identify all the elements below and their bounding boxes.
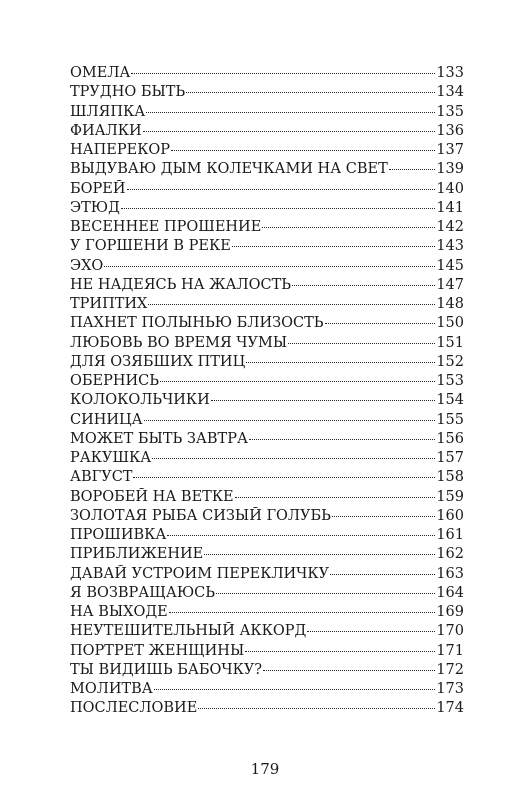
toc-entry-page: 158 — [436, 469, 464, 486]
toc-entry-title: РАКУШКА — [70, 450, 152, 466]
toc-entry — [70, 526, 464, 545]
toc-entry-title: ДЛЯ ОЗЯБШИХ ПТИЦ — [70, 353, 246, 370]
toc-entry — [70, 372, 464, 391]
toc-entry-page: 153 — [436, 373, 464, 389]
toc-entry-page: 145 — [436, 257, 464, 274]
toc-entry — [70, 642, 464, 661]
dot-leader — [152, 458, 435, 459]
toc-entry-page: 142 — [436, 219, 464, 235]
dot-leader — [144, 420, 436, 421]
dot-leader — [262, 227, 435, 228]
dot-leader — [143, 131, 436, 132]
dot-leader — [186, 92, 435, 93]
toc-entry-title: СИНИЦА — [70, 411, 143, 428]
dot-leader — [167, 535, 435, 536]
dot-leader — [292, 285, 435, 286]
toc-entry — [70, 565, 464, 584]
toc-entry-page: 141 — [436, 199, 464, 216]
toc-entry — [70, 103, 464, 122]
toc-entry-title: ПОРТРЕТ ЖЕНЩИНЫ — [70, 642, 245, 659]
dot-leader — [263, 670, 435, 671]
dot-leader — [325, 323, 436, 324]
toc-entry-page: 163 — [436, 565, 464, 582]
dot-leader — [131, 73, 435, 74]
toc-entry-title: НАПЕРЕКОР — [70, 142, 171, 158]
toc-entry — [70, 468, 464, 487]
dot-leader — [216, 593, 435, 594]
toc-entry-page: 164 — [436, 584, 464, 601]
toc-entry-page: 139 — [436, 161, 464, 178]
toc-entry-page: 173 — [436, 681, 464, 697]
toc-entry-page: 170 — [436, 623, 464, 640]
toc-entry-title: ПАХНЕТ ПОЛЫНЬЮ БЛИЗОСТЬ — [70, 315, 324, 332]
dot-leader — [169, 612, 436, 613]
toc-entry-page: 140 — [436, 180, 464, 197]
toc-entry-page: 148 — [436, 296, 464, 312]
dot-leader — [154, 689, 436, 690]
toc-entry — [70, 276, 464, 295]
dot-leader — [389, 169, 436, 170]
dot-leader — [121, 208, 435, 209]
toc-entry — [70, 180, 464, 199]
toc-entry-page: 161 — [436, 527, 464, 543]
dot-leader — [307, 631, 435, 632]
toc-entry-page: 133 — [436, 65, 464, 81]
toc-entry — [70, 218, 464, 237]
toc-entry — [70, 334, 464, 353]
dot-leader — [104, 266, 435, 267]
toc-entry-title: ВЕСЕННЕЕ ПРОШЕНИЕ — [70, 219, 262, 235]
dot-leader — [245, 651, 435, 652]
toc-entry — [70, 622, 464, 641]
dot-leader — [330, 574, 435, 575]
toc-entry-title: ЭХО — [70, 257, 104, 274]
toc-entry-title: ВОРОБЕЙ НА ВЕТКЕ — [70, 488, 234, 505]
toc-entry-page: 134 — [436, 84, 464, 101]
toc-entry — [70, 661, 464, 680]
dot-leader — [198, 708, 435, 709]
toc-entry-title: КОЛОКОЛЬЧИКИ — [70, 392, 210, 409]
dot-leader — [127, 189, 436, 190]
dot-leader — [332, 516, 435, 517]
dot-leader — [211, 400, 436, 401]
toc-entry-page: 159 — [436, 488, 464, 505]
toc-entry — [70, 122, 464, 141]
toc-entry — [70, 545, 464, 564]
toc-entry-title: ТРУДНО БЫТЬ — [70, 84, 186, 101]
toc-entry-title: ВЫДУВАЮ ДЫМ КОЛЕЧКАМИ НА СВЕТ — [70, 161, 388, 178]
toc-entry-page: 151 — [436, 334, 464, 351]
toc-entry-page: 172 — [436, 661, 464, 678]
toc-entry-title: ОМЕЛА — [70, 65, 131, 81]
toc-entry-title: НЕУТЕШИТЕЛЬНЫЙ АККОРД — [70, 623, 307, 640]
dot-leader — [249, 439, 435, 440]
toc-entry — [70, 83, 464, 102]
toc-entry-title: У ГОРШЕНИ В РЕКЕ — [70, 238, 231, 255]
dot-leader — [235, 497, 436, 498]
toc-entry-title: МОЛИТВА — [70, 681, 153, 697]
page-number: 179 — [250, 760, 280, 778]
toc-entry-page: 143 — [436, 238, 464, 255]
toc-entry-page: 171 — [436, 642, 464, 659]
toc-entry-title: ПОСЛЕСЛОВИЕ — [70, 700, 198, 717]
toc-entry-title: ПРИБЛИЖЕНИЕ — [70, 546, 204, 563]
toc-entry-page: 162 — [436, 546, 464, 563]
toc-entry-title: БОРЕЙ — [70, 180, 126, 197]
dot-leader — [133, 477, 435, 478]
toc-entry — [70, 411, 464, 430]
toc-entry — [70, 237, 464, 256]
toc-entry — [70, 257, 464, 276]
toc-entry-page: 160 — [436, 507, 464, 524]
toc-entry — [70, 141, 464, 160]
toc-entry-page: 156 — [436, 430, 464, 447]
dot-leader — [232, 246, 436, 247]
toc-entry — [70, 584, 464, 603]
toc-entry-page: 154 — [436, 392, 464, 409]
dot-leader — [246, 362, 435, 363]
toc-entry-page: 150 — [436, 315, 464, 332]
dot-leader — [146, 112, 435, 113]
toc-entry — [70, 199, 464, 218]
toc-entry — [70, 449, 464, 468]
toc-entry — [70, 353, 464, 372]
toc-entry — [70, 295, 464, 314]
toc-entry-title: ПРОШИВКА — [70, 527, 167, 543]
toc-entry — [70, 488, 464, 507]
toc-entry-title: ШЛЯПКА — [70, 103, 146, 120]
toc-entry — [70, 507, 464, 526]
toc-entry-page: 174 — [436, 700, 464, 717]
toc-entry — [70, 391, 464, 410]
toc-entry — [70, 314, 464, 333]
toc-entry-title: Я ВОЗВРАЩАЮСЬ — [70, 584, 215, 601]
toc-entry — [70, 699, 464, 718]
toc-entry-page: 135 — [436, 103, 464, 120]
toc-entry-title: ЭТЮД — [70, 199, 120, 216]
toc-entry-title: ЗОЛОТАЯ РЫБА СИЗЫЙ ГОЛУБЬ — [70, 507, 331, 524]
toc-entry-page: 147 — [436, 276, 464, 293]
dot-leader — [288, 343, 435, 344]
toc-entry-page: 152 — [436, 353, 464, 370]
toc-entry-page: 137 — [436, 142, 464, 158]
toc-entry-page: 155 — [436, 411, 464, 428]
toc-entry-page: 169 — [436, 604, 464, 620]
toc-entry-title: МОЖЕТ БЫТЬ ЗАВТРА — [70, 430, 248, 447]
toc-entry — [70, 430, 464, 449]
toc-entry-title: НА ВЫХОДЕ — [70, 604, 168, 620]
toc-entry-title: НЕ НАДЕЯСЬ НА ЖАЛОСТЬ — [70, 276, 292, 293]
table-of-contents — [70, 64, 464, 719]
toc-entry-page: 157 — [436, 450, 464, 466]
toc-entry-title: ЛЮБОВЬ ВО ВРЕМЯ ЧУМЫ — [70, 334, 288, 351]
toc-entry-title: ТЫ ВИДИШЬ БАБОЧКУ? — [70, 661, 263, 678]
dot-leader — [171, 150, 435, 151]
toc-entry-title: ДАВАЙ УСТРОИМ ПЕРЕКЛИЧКУ — [70, 565, 330, 582]
dot-leader — [204, 554, 435, 555]
toc-entry — [70, 680, 464, 699]
toc-entry-title: АВГУСТ — [70, 469, 133, 486]
toc-entry — [70, 64, 464, 83]
toc-entry — [70, 603, 464, 622]
toc-entry-page: 136 — [436, 122, 464, 139]
dot-leader — [160, 381, 435, 382]
toc-entry — [70, 160, 464, 179]
toc-entry-title: ФИАЛКИ — [70, 122, 142, 139]
toc-entry-title: ТРИПТИХ — [70, 296, 148, 312]
toc-entry-title: ОБЕРНИСЬ — [70, 373, 160, 389]
dot-leader — [148, 304, 435, 305]
